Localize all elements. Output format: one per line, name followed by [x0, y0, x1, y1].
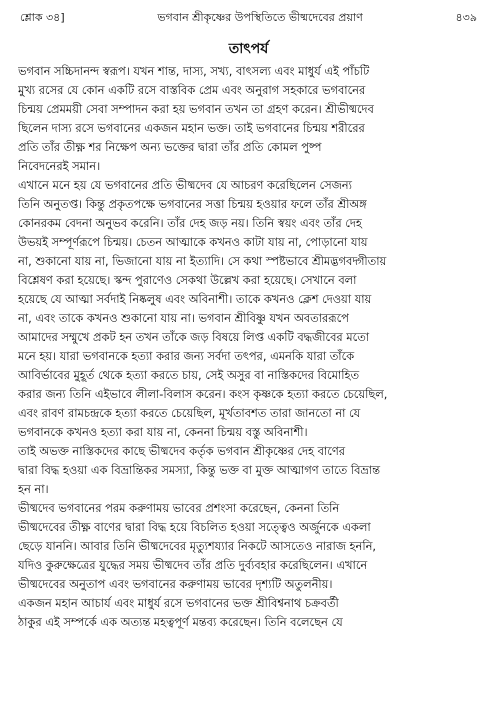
text-line: দ্বারা বিদ্ধ হওয়া এক বিভ্রান্তিকর সমস্যা, কিন্তু ভক্ত বা মুক্ত আত্মাগণ তাতে বিভ্রান্ত: [18, 463, 380, 477]
text-line: আমাদের সম্মুখে প্রকট হন তখন তাঁকে জড় বিষয়ে লিপ্ত একটি বদ্ধজীবের মতো: [18, 330, 370, 344]
paragraph: [18, 499, 479, 594]
text-line: হন না।: [18, 482, 49, 496]
text-line: উভয়ই সম্পূর্ণরূপে চিন্ময়। চেতন আত্মাকে কখনও কাটা যায় না, পোড়ানো যায়: [18, 235, 368, 249]
paragraph: [18, 62, 479, 176]
text-line: ছিলেন দাস্য রসে ভগবানের একজন মহান ভক্ত। তাই ভগবানের চিন্ময় শরীরের: [18, 121, 365, 135]
text-line: হয়েছে যে আত্মা সর্বদাই নিষ্কলুষ এবং অবিনাশী। তাকে কখনও ক্লেশ দেওয়া যায়: [18, 292, 372, 306]
text-line: ভীষ্মদেব ভগবানের পরম করুণাময় ভাবের প্রশংসা করেছেন, কেননা তিনি: [18, 501, 340, 515]
page-number: ৪৩৯: [455, 11, 477, 24]
text-line: আবির্ভাবের মুহূর্ত থেকে হত্যা করতে চায়, সেই অসুর বা নাস্তিকদের বিমোহিত: [18, 368, 360, 382]
running-header: [18, 10, 479, 26]
text-line: না, শুকানো যায় না, ভিজানো যায় না ইত্যাদি। সে কথা স্পষ্টভাবে শ্রীমদ্ভগবদ্গীতায়: [18, 254, 387, 268]
text-line: তাই অভক্ত নাস্তিকদের কাছে ভীষ্মদেব কর্তৃক ভগবান শ্রীকৃষ্ণের দেহ বাণের: [18, 444, 345, 458]
text-line: ভগবানকে কখনও হত্যা করা যায় না, কেননা চিন্ময় বস্তু অবিনাশী।: [18, 425, 308, 439]
text-line: ভীষ্মদেবের অনুতাপ এবং ভগবানের করুণাময় ভাবের দৃশ্যটি অতুলনীয়।: [18, 577, 333, 591]
text-line: এবং রাবণ রামচন্দ্রকে হত্যা করতে চেয়েছিল, মূর্খতাবশত তারা জানতো না যে: [18, 406, 361, 420]
text-line: এখানে মনে হয় যে ভগবানের প্রতি ভীষ্মদেব যে আচরণ করেছিলেন সেজন্য: [18, 178, 352, 192]
section-title: তাৎপর্য: [228, 41, 269, 57]
text-line: ভগবান সচ্চিদানন্দ স্বরূপ। যখন শান্ত, দাস্য, সখ্য, বাৎসল্য এবং মাধুর্য এই পাঁচটি: [18, 64, 370, 78]
chapter-title: ভগবান শ্রীকৃষ্ণের উপস্থিতিতে ভীষ্মদেবের প্রয়াণ: [157, 11, 363, 24]
text-line: তিনি অনুতপ্ত। কিন্তু প্রকৃতপক্ষে ভগবানের সত্তা চিন্ময় হওয়ার ফলে তাঁর শ্রীঅঙ্গ: [18, 197, 367, 211]
verse-number: শ্লোক ৩৪]: [20, 11, 65, 24]
text-line: করার জন্য তিনি এইভাবে লীলা-বিলাস করেন। কংস কৃষ্ণকে হত্যা করতে চেয়েছিল,: [18, 387, 388, 401]
text-line: না, এবং তাকে কখনও শুকানো যায় না। ভগবান শ্রীবিষ্ণু যখন অবতাররূপে: [18, 311, 349, 325]
paragraph: [18, 594, 479, 632]
text-line: ভীষ্মদেবের তীক্ষ্ণ বাণের দ্বারা বিদ্ধ হয়ে বিচলিত হওয়া সত্ত্বেও অর্জুনকে একলা: [18, 520, 371, 534]
text-line: প্রতি তাঁর তীক্ষ্ণ শর নিক্ষেপ অন্য ভক্তের দ্বারা তাঁর প্রতি কোমল পুষ্প: [18, 140, 322, 154]
text-line: মুখ্য রসের যে কোন একটি রসে বাস্তবিক প্রেম এবং অনুরাগ সহকারে ভগবানের: [18, 83, 366, 97]
text-line: যদিও কুরুক্ষেত্রের যুদ্ধের সময় ভীষ্মদেব তাঁর প্রতি দুর্ব্যবহার করেছিলেন। এখানে: [18, 558, 368, 572]
text-line: মনে হয়। যারা ভগবানকে হত্যা করার জন্য সর্বদা তৎপর, এমনকি যারা তাঁকে: [18, 349, 355, 363]
purport-text: [18, 62, 479, 632]
paragraph: [18, 176, 479, 442]
paragraph: [18, 442, 479, 499]
text-line: বিশ্লেষণ করা হয়েছে। স্কন্দ পুরাণেও সেকথা উল্লেখ করা হয়েছে। সেখানে বলা: [18, 273, 357, 287]
text-line: চিন্ময় প্রেমময়ী সেবা সম্পাদন করা হয় ভগবান তখন তা গ্রহণ করেন। শ্রীভীষ্মদেব: [18, 102, 374, 116]
text-line: ঠাকুর এই সম্পর্কে এক অত্যন্ত মহত্বপূর্ণ মন্তব্য করেছেন। তিনি বলেছেন যে: [18, 615, 343, 629]
text-line: কোনরকম বেদনা অনুভব করেনি। তাঁর দেহ জড় নয়। তিনি স্বয়ং এবং তাঁর দেহ: [18, 216, 362, 230]
text-line: নিবেদনেরই সমান।: [18, 159, 101, 173]
text-line: ছেড়ে যাননি। আবার তিনি ভীষ্মদেবের মৃত্যুশয্যার নিকটে আসতেও নারাজ হননি,: [18, 539, 377, 553]
text-line: একজন মহান আচার্য এবং মাধুর্য রসে ভগবানের ভক্ত শ্রীবিশ্বনাথ চক্রবর্তী: [18, 596, 339, 610]
